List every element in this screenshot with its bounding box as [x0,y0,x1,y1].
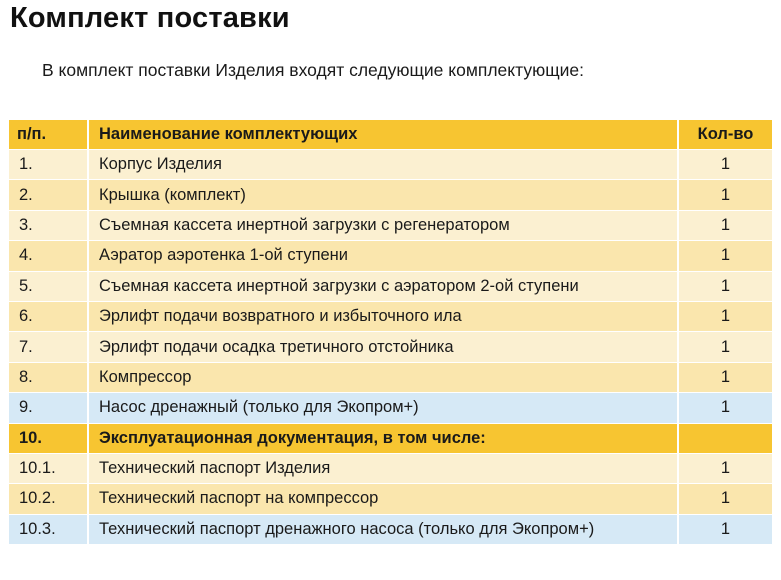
delivery-set-table [9,120,772,545]
column-header-qty: Кол-во [679,120,772,150]
row-number-cell: 10.1. [9,454,89,484]
table-row [9,302,772,332]
item-name-cell: Эрлифт подачи возвратного и избыточного ила [89,302,679,332]
item-name-cell: Насос дренажный (только для Экопром+) [89,393,679,423]
page-title: Комплект поставки [10,2,290,34]
row-number-cell: 8. [9,363,89,393]
item-name-cell: Крышка (комплект) [89,180,679,210]
row-number-cell: 3. [9,211,89,241]
table-row [9,272,772,302]
table-header-row [9,120,772,150]
quantity-cell: 1 [679,302,772,332]
column-header-num: п/п. [9,120,89,150]
intro-text: В комплект поставки Изделия входят следующие комплектующие: [42,60,584,80]
item-name-cell: Технический паспорт на компрессор [89,484,679,514]
row-number-cell: 7. [9,332,89,362]
item-name-cell: Съемная кассета инертной загрузки с аэратором 2-ой ступени [89,272,679,302]
quantity-cell: 1 [679,515,772,545]
row-number-cell: 5. [9,272,89,302]
quantity-cell: 1 [679,272,772,302]
table-row [9,150,772,180]
item-name-cell: Компрессор [89,363,679,393]
table-row [9,393,772,423]
row-number-cell: 9. [9,393,89,423]
table-row [9,454,772,484]
quantity-cell: 1 [679,454,772,484]
table-row [9,332,772,362]
item-name-cell: Корпус Изделия [89,150,679,180]
table-row [9,363,772,393]
row-number-cell: 2. [9,180,89,210]
item-name-cell: Эрлифт подачи осадка третичного отстойника [89,332,679,362]
quantity-cell: 1 [679,150,772,180]
row-number-cell: 1. [9,150,89,180]
quantity-cell: 1 [679,363,772,393]
item-name-cell: Эксплуатационная документация, в том числе: [89,424,679,454]
row-number-cell: 10. [9,424,89,454]
quantity-cell: 1 [679,484,772,514]
row-number-cell: 4. [9,241,89,271]
quantity-cell [679,424,772,454]
table-row [9,484,772,514]
quantity-cell: 1 [679,241,772,271]
item-name-cell: Технический паспорт Изделия [89,454,679,484]
table-row [9,211,772,241]
row-number-cell: 6. [9,302,89,332]
quantity-cell: 1 [679,393,772,423]
item-name-cell: Технический паспорт дренажного насоса (только для Экопром+) [89,515,679,545]
table-body [9,150,772,545]
quantity-cell: 1 [679,180,772,210]
table-row [9,241,772,271]
item-name-cell: Аэратор аэротенка 1-ой ступени [89,241,679,271]
column-header-name: Наименование комплектующих [89,120,679,150]
table-row [9,515,772,545]
quantity-cell: 1 [679,211,772,241]
table-section-row [9,424,772,454]
row-number-cell: 10.2. [9,484,89,514]
table-row [9,180,772,210]
quantity-cell: 1 [679,332,772,362]
row-number-cell: 10.3. [9,515,89,545]
item-name-cell: Съемная кассета инертной загрузки с регенератором [89,211,679,241]
